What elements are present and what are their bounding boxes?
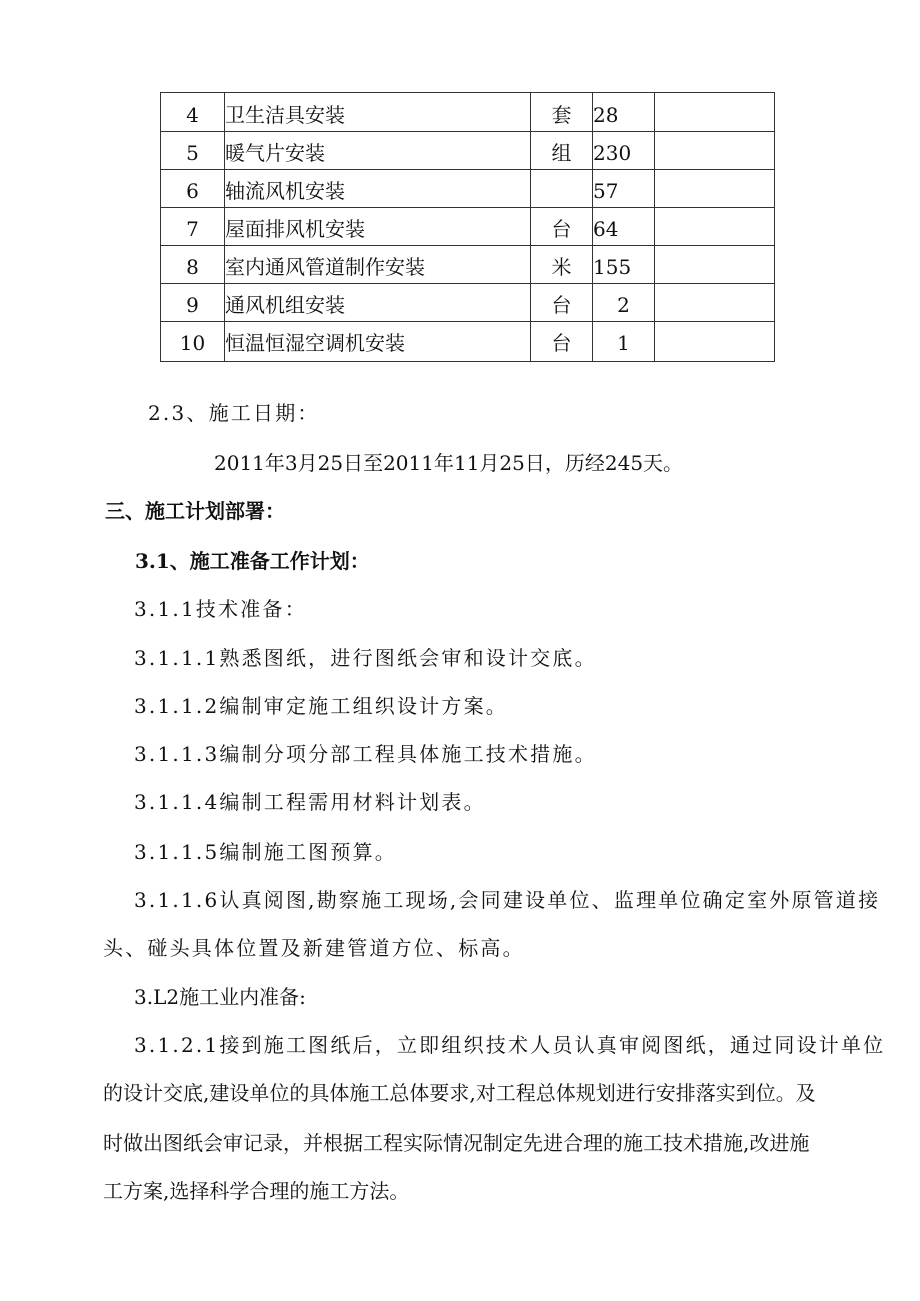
field-prep-item-line2: 的设计交底,建设单位的具体施工总体要求,对工程总体规划进行安排落实到位。及 [103, 1081, 816, 1105]
item-name: 暖气片安装 [225, 132, 531, 170]
item-remark [655, 170, 775, 208]
construction-date-text: 2011年3月25日至2011年11月25日，历经245天。 [214, 451, 684, 475]
item-name: 轴流风机安装 [225, 170, 531, 208]
section-2-3-heading: 2.3、施工日期： [148, 401, 320, 425]
item-unit: 米 [531, 246, 593, 284]
item-unit: 台 [531, 208, 593, 246]
table-row [161, 322, 775, 362]
tech-prep-item: 3.1.1.3编制分项分部工程具体施工技术措施。 [134, 742, 597, 766]
section-3-1-2-heading: 3.L2施工业内准备: [134, 985, 306, 1009]
item-name: 通风机组安装 [225, 284, 531, 322]
item-remark [655, 208, 775, 246]
item-remark [655, 93, 775, 132]
table-row [161, 170, 775, 208]
row-number: 10 [161, 322, 225, 362]
item-name: 恒温恒湿空调机安装 [225, 322, 531, 362]
section-3-1-heading: 3.1、施工准备工作计划： [135, 549, 370, 573]
quantity-table [160, 92, 775, 362]
table-row [161, 132, 775, 170]
row-number: 9 [161, 284, 225, 322]
item-remark [655, 322, 775, 362]
item-remark [655, 246, 775, 284]
item-quantity: 155 [593, 246, 655, 284]
row-number: 7 [161, 208, 225, 246]
tech-prep-item-6-line2: 头、碰头具体位置及新建管道方位、标高。 [103, 936, 525, 960]
table-body [161, 93, 775, 362]
item-remark [655, 284, 775, 322]
item-name: 屋面排风机安装 [225, 208, 531, 246]
tech-prep-item: 3.1.1.4编制工程需用材料计划表。 [134, 790, 486, 814]
item-quantity: 2 [593, 284, 655, 322]
table-row [161, 93, 775, 132]
item-name: 室内通风管道制作安装 [225, 246, 531, 284]
item-quantity: 64 [593, 208, 655, 246]
item-unit: 组 [531, 132, 593, 170]
item-quantity: 1 [593, 322, 655, 362]
item-remark [655, 132, 775, 170]
item-unit: 套 [531, 93, 593, 132]
row-number: 6 [161, 170, 225, 208]
tech-prep-item: 3.1.1.2编制审定施工组织设计方案。 [134, 694, 508, 718]
field-prep-item-line3: 时做出图纸会审记录，并根据工程实际情况制定先进合理的施工技术措施,改进施 [103, 1131, 810, 1155]
row-number: 5 [161, 132, 225, 170]
item-quantity: 230 [593, 132, 655, 170]
table-row [161, 284, 775, 322]
row-number: 8 [161, 246, 225, 284]
table-row [161, 208, 775, 246]
field-prep-item-line1: 3.1.2.1接到施工图纸后，立即组织技术人员认真审阅图纸，通过同设计单位 [134, 1033, 886, 1057]
item-quantity: 28 [593, 93, 655, 132]
item-quantity: 57 [593, 170, 655, 208]
tech-prep-item: 3.1.1.5编制施工图预算。 [134, 840, 397, 864]
table-row [161, 246, 775, 284]
row-number: 4 [161, 93, 225, 132]
section-3-heading: 三、施工计划部署： [105, 499, 285, 523]
section-3-1-1-heading: 3.1.1技术准备： [134, 597, 307, 621]
tech-prep-item: 3.1.1.1熟悉图纸，进行图纸会审和设计交底。 [134, 646, 597, 670]
item-name: 卫生洁具安装 [225, 93, 531, 132]
item-unit [531, 170, 593, 208]
item-unit: 台 [531, 284, 593, 322]
field-prep-item-line4: 工方案,选择科学合理的施工方法。 [103, 1179, 410, 1203]
item-unit: 台 [531, 322, 593, 362]
tech-prep-item-6-line1: 3.1.1.6认真阅图,勘察施工现场,会同建设单位、监理单位确定室外原管道接 [134, 888, 881, 912]
